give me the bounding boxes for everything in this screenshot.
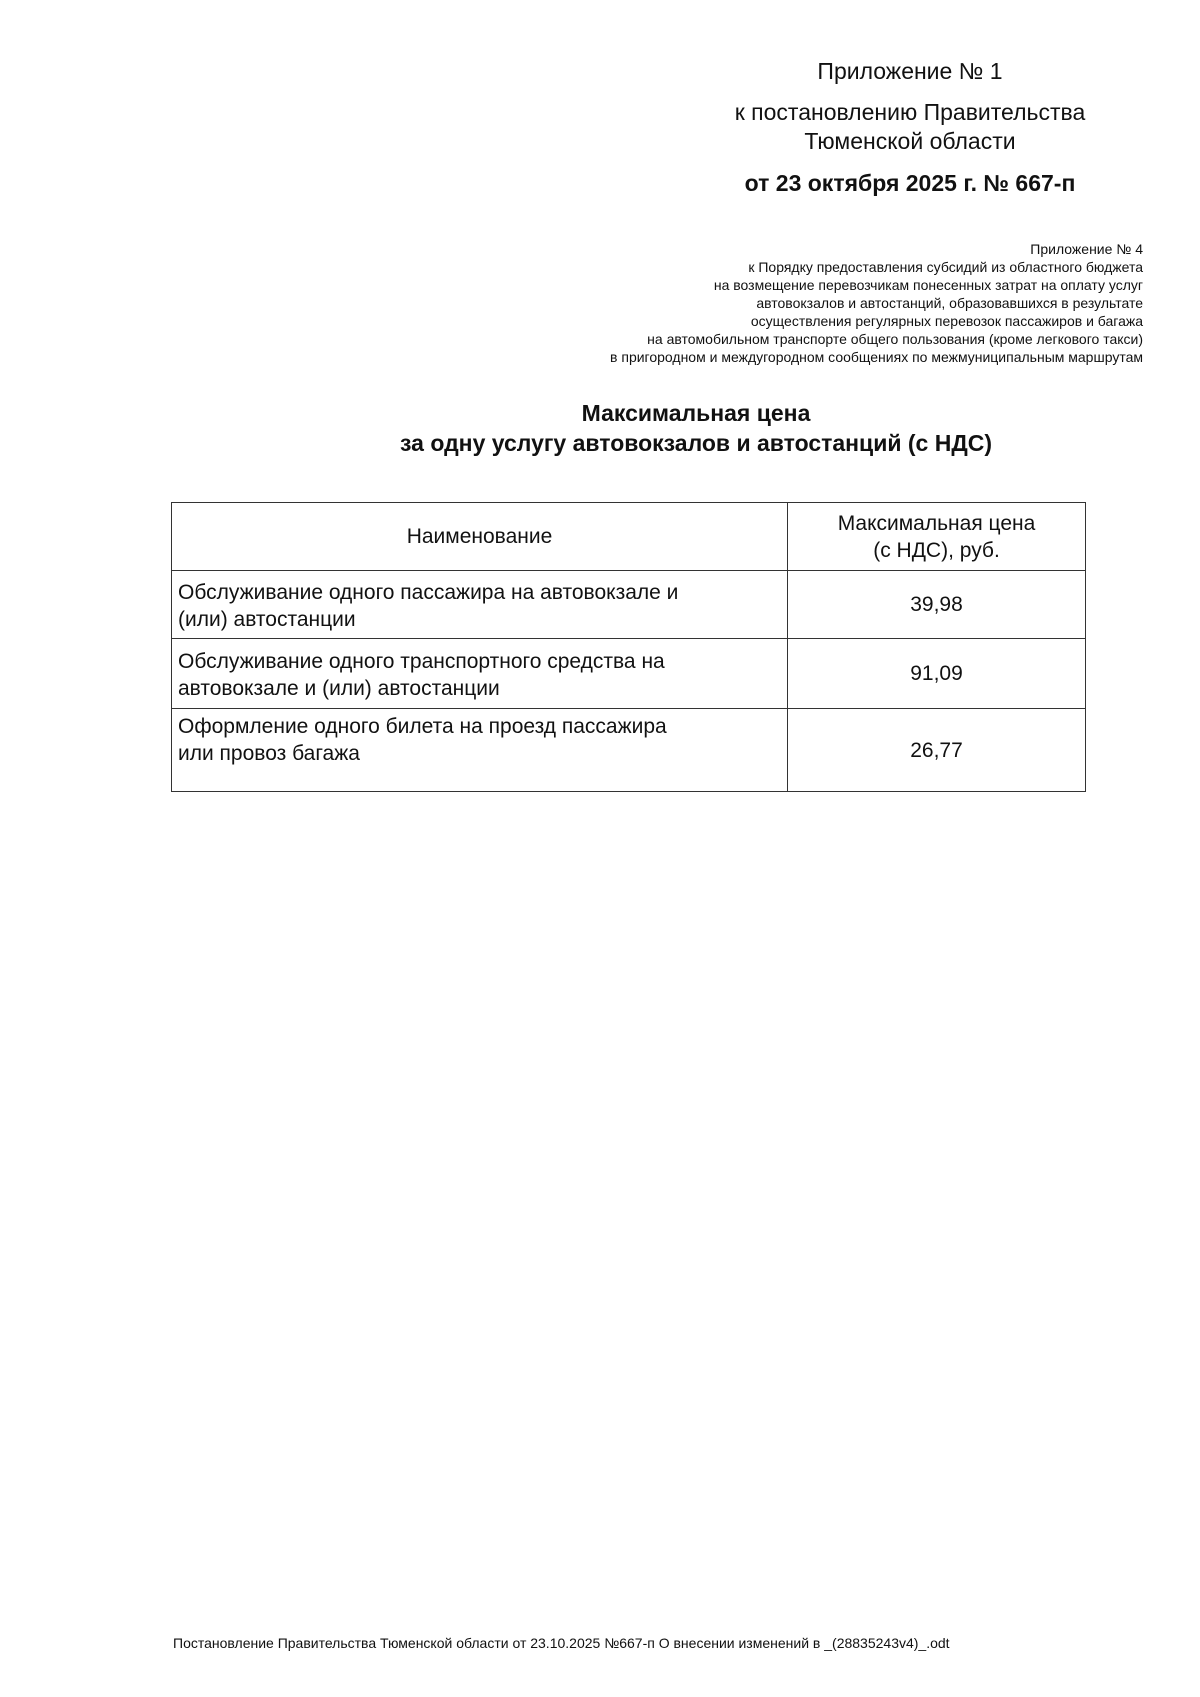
service-name-line-1: Обслуживание одного транспортного средства на: [178, 649, 665, 673]
table-row: [172, 639, 1086, 709]
table-row: [172, 709, 1086, 792]
document-title: [171, 398, 1200, 458]
service-name-line-1: Обслуживание одного пассажира на автовокзале и: [178, 580, 679, 604]
column-header-name-label: Наименование: [406, 525, 553, 548]
annex-line-title: Приложение № 4: [1030, 241, 1143, 257]
service-name-cell: [172, 709, 788, 792]
table-row: [172, 571, 1086, 639]
resolution-reference-line-2: Тюменской области: [804, 128, 1016, 154]
service-name-cell: [172, 571, 788, 639]
annex-line: к Порядку предоставления субсидий из областного бюджета: [748, 259, 1143, 275]
appendix-number: Приложение № 1: [817, 58, 1003, 84]
annex-line: на возмещение перевозчикам понесенных затрат на оплату услуг: [713, 277, 1143, 293]
resolution-reference-line-1: к постановлению Правительства: [734, 99, 1086, 125]
column-header-name: [172, 503, 788, 571]
annex-line: в пригородном и междугородном сообщениях по межмуниципальным маршрутам: [610, 349, 1143, 365]
annex-line: на автомобильном транспорте общего пользования (кроме легкового такси): [647, 331, 1143, 347]
price-cell: 26,77: [788, 709, 1086, 792]
price-cell: 39,98: [788, 571, 1086, 639]
service-name-line-1: Оформление одного билета на проезд пассажира: [178, 715, 667, 738]
max-price-table: [171, 502, 1086, 792]
approval-header: [700, 56, 1120, 198]
service-name-line-2: или провоз багажа: [178, 742, 360, 765]
service-name-cell: [172, 639, 788, 709]
table-header-row: [172, 503, 1086, 571]
document-footer: Постановление Правительства Тюменской области от 23.10.2025 №667-п О внесении изменений в _(28835243v4)_.odt: [173, 1635, 950, 1651]
annex-line: автовокзалов и автостанций, образовавшихся в результате: [756, 295, 1143, 311]
annex-reference: [443, 240, 1143, 366]
price-cell: 91,09: [788, 639, 1086, 709]
column-header-price-line-2: (с НДС), руб.: [873, 538, 1000, 562]
service-name-line-2: автовокзале и (или) автостанции: [178, 676, 500, 700]
resolution-reference: [700, 98, 1120, 156]
column-header-price: [788, 503, 1086, 571]
annex-line: осуществления регулярных перевозок пассажиров и багажа: [750, 313, 1143, 329]
document-title-line-2: за одну услугу автовокзалов и автостанций (с НДС): [400, 430, 992, 456]
column-header-price-line-1: Максимальная цена: [837, 511, 1036, 535]
resolution-date-number: от 23 октября 2025 г. № 667-п: [744, 170, 1076, 196]
document-title-line-1: Максимальная цена: [581, 400, 811, 426]
service-name-line-2: (или) автостанции: [178, 607, 356, 631]
